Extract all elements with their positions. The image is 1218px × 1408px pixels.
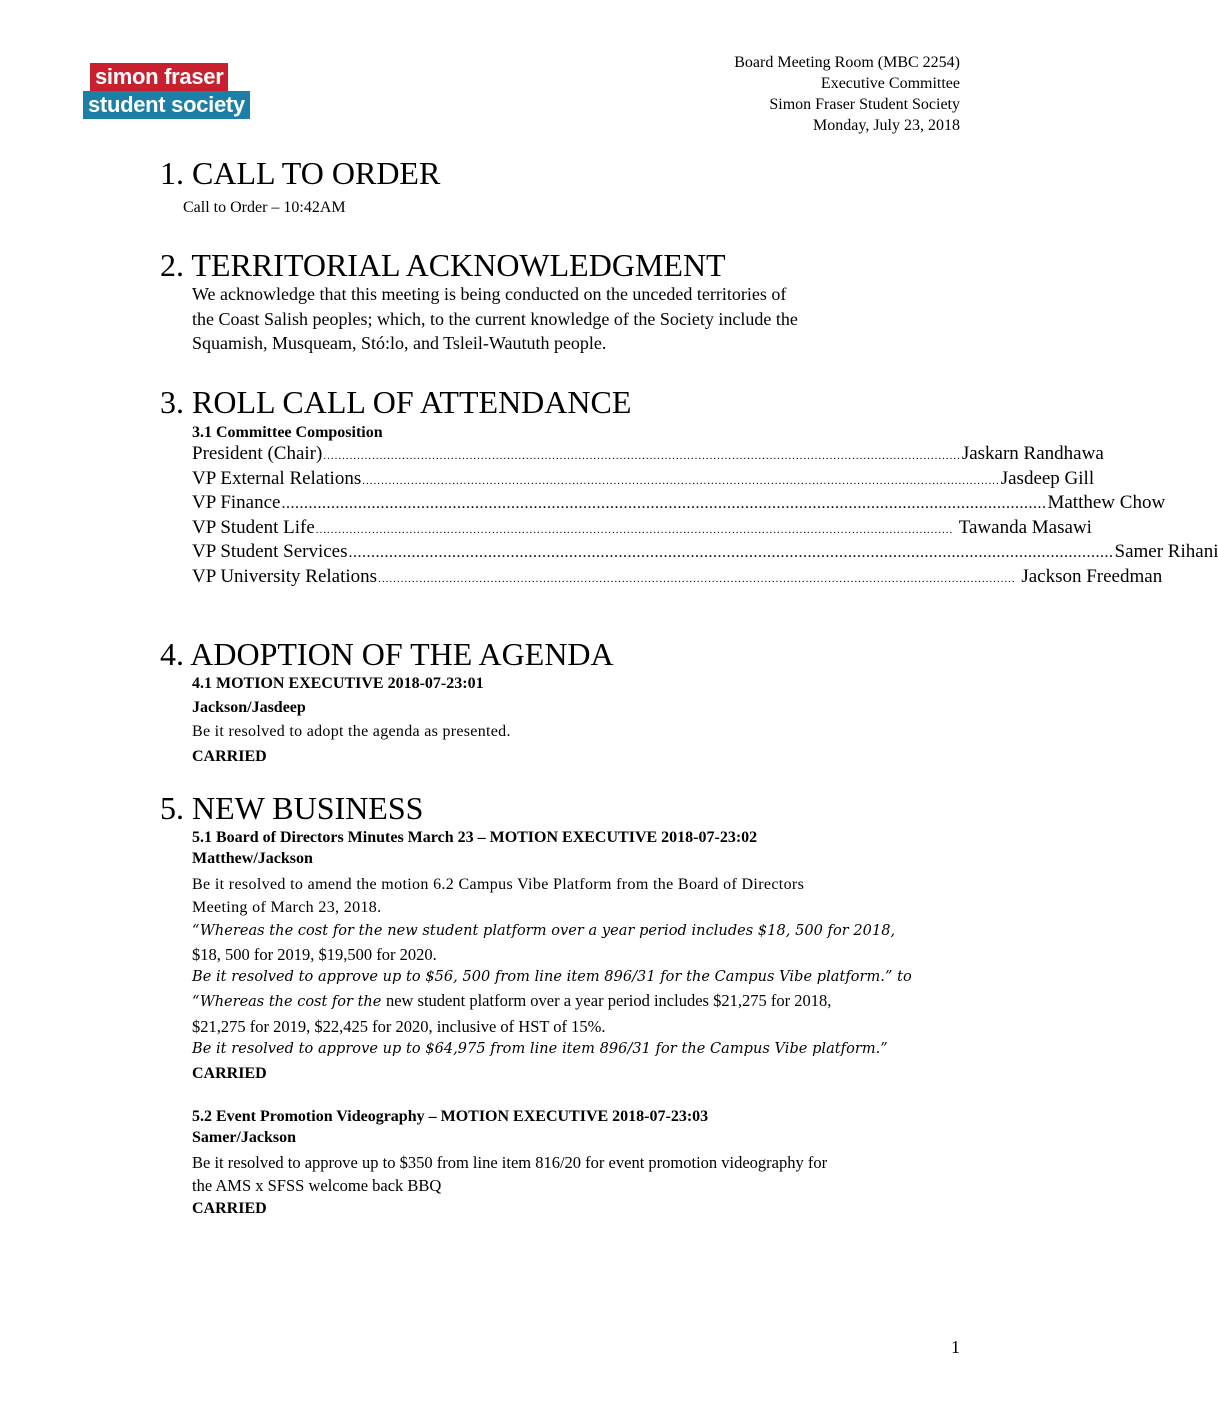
motion-5-2-heading: 5.2 Event Promotion Videography – MOTION EXECUTIVE 2018-07-23:03: [192, 1108, 709, 1125]
sfss-logo: [83, 63, 250, 119]
motion-text-italic-part: “Whereas the cost for the: [192, 994, 386, 1011]
motion-5-2-body: [192, 1151, 827, 1197]
attendance-name: Tawanda Masawi: [954, 516, 1092, 538]
attendance-role: VP Student Services: [192, 541, 348, 563]
header-organization: Simon Fraser Student Society: [769, 96, 960, 113]
attendance-row: [192, 516, 1092, 541]
motion-text-line: Be it resolved to approve up to $350 from line item 816/20 for event promotion videography for: [192, 1153, 828, 1172]
attendance-name: Jaskarn Randhawa: [961, 443, 1104, 464]
motion-4-1-text: Be it resolved to adopt the agenda as presented.: [192, 723, 511, 740]
motion-text-line: Be it resolved to approve up to $64,975 from line item 896/31 for the Campus Vibe platform.”: [192, 1041, 888, 1058]
section-new-business-title: 5. NEW BUSINESS: [160, 790, 424, 826]
attendance-role: President (Chair): [192, 443, 323, 464]
committee-composition-heading: 3.1 Committee Composition: [192, 424, 383, 441]
leader-dots: ..........................................................................................................................................................................: [281, 495, 1047, 513]
attendance-row: [192, 491, 1166, 516]
attendance-name: Samer Rihani: [1114, 541, 1218, 563]
motion-5-1-movers: Matthew/Jackson: [192, 850, 313, 867]
motion-4-1-result: CARRIED: [192, 748, 267, 765]
logo-line-2: student society: [83, 91, 250, 119]
territorial-line: We acknowledge that this meeting is being conducted on the unceded territories of: [192, 284, 787, 304]
motion-text-regular-part: new student platform over a year period includes $21,275 for 2018,: [385, 991, 832, 1011]
motion-text-line: Meeting of March 23, 2018.: [192, 899, 382, 917]
territorial-acknowledgment-text: [192, 282, 798, 356]
attendance-name: Jackson Freedman: [1016, 565, 1163, 587]
leader-dots: ..........................................................................................................................................................................: [323, 450, 961, 462]
motion-5-1-body: [192, 873, 912, 1061]
attendance-row: [192, 467, 1095, 492]
attendance-list: [192, 442, 1218, 590]
header-committee: Executive Committee: [820, 75, 960, 92]
leader-dots: ..........................................................................................................................................................................: [378, 572, 1016, 585]
motion-4-1-heading: 4.1 MOTION EXECUTIVE 2018-07-23:01: [192, 675, 484, 692]
motion-text-line: $18, 500 for 2019, $19,500 for 2020.: [192, 944, 437, 964]
attendance-name: Jasdeep Gill: [1000, 467, 1095, 489]
attendance-role: VP University Relations: [192, 565, 378, 587]
logo-line-1: simon fraser: [90, 63, 228, 91]
motion-5-2-movers: Samer/Jackson: [192, 1129, 296, 1146]
header-location: Board Meeting Room (MBC 2254): [734, 54, 960, 71]
attendance-role: VP Finance: [192, 492, 281, 514]
motion-text-line: $21,275 for 2019, $22,425 for 2020, inclusive of HST of 15%.: [192, 1016, 606, 1036]
attendance-name: Matthew Chow: [1047, 492, 1166, 514]
motion-5-2-result: CARRIED: [192, 1200, 267, 1217]
motion-text-line: “Whereas the cost for the new student platform over a year period includes $18, 500 for 2018,: [192, 922, 896, 939]
attendance-row: [192, 540, 1218, 565]
leader-dots: ..........................................................................................................................................................................: [348, 544, 1114, 562]
section-adoption-title: 4. ADOPTION OF THE AGENDA: [160, 636, 614, 672]
motion-text-line: the AMS x SFSS welcome back BBQ: [192, 1176, 442, 1195]
meeting-header: [734, 52, 960, 136]
motion-5-1-heading: 5.1 Board of Directors Minutes March 23 – MOTION EXECUTIVE 2018-07-23:02: [192, 829, 758, 846]
motion-text-line: [192, 989, 912, 1014]
section-roll-call-title: 3. ROLL CALL OF ATTENDANCE: [160, 384, 632, 420]
attendance-row: [192, 565, 1163, 590]
territorial-line: the Coast Salish peoples; which, to the current knowledge of the Society include the: [192, 308, 798, 329]
attendance-row: [192, 442, 1104, 467]
territorial-line: Squamish, Musqueam, Stó:lo, and Tsleil-Waututh people.: [192, 333, 607, 353]
header-date: Monday, July 23, 2018: [813, 117, 960, 134]
leader-dots: ..........................................................................................................................................................................: [362, 474, 1000, 487]
call-to-order-text: Call to Order – 10:42AM: [183, 199, 346, 216]
motion-text-line: Be it resolved to amend the motion 6.2 Campus Vibe Platform from the Board of Directors: [192, 876, 805, 893]
attendance-role: VP External Relations: [192, 467, 362, 489]
motion-text-line: Be it resolved to approve up to $56, 500 from line item 896/31 for the Campus Vibe platform.” to: [192, 969, 912, 986]
leader-dots: ..........................................................................................................................................................................: [315, 523, 954, 536]
section-call-to-order-title: 1. CALL TO ORDER: [160, 155, 441, 191]
attendance-role: VP Student Life: [192, 516, 315, 538]
motion-5-1-result: CARRIED: [192, 1065, 267, 1082]
page-number: 1: [951, 1337, 960, 1357]
motion-4-1-movers: Jackson/Jasdeep: [192, 699, 306, 716]
section-territorial-title: 2. TERRITORIAL ACKNOWLEDGMENT: [160, 247, 726, 283]
